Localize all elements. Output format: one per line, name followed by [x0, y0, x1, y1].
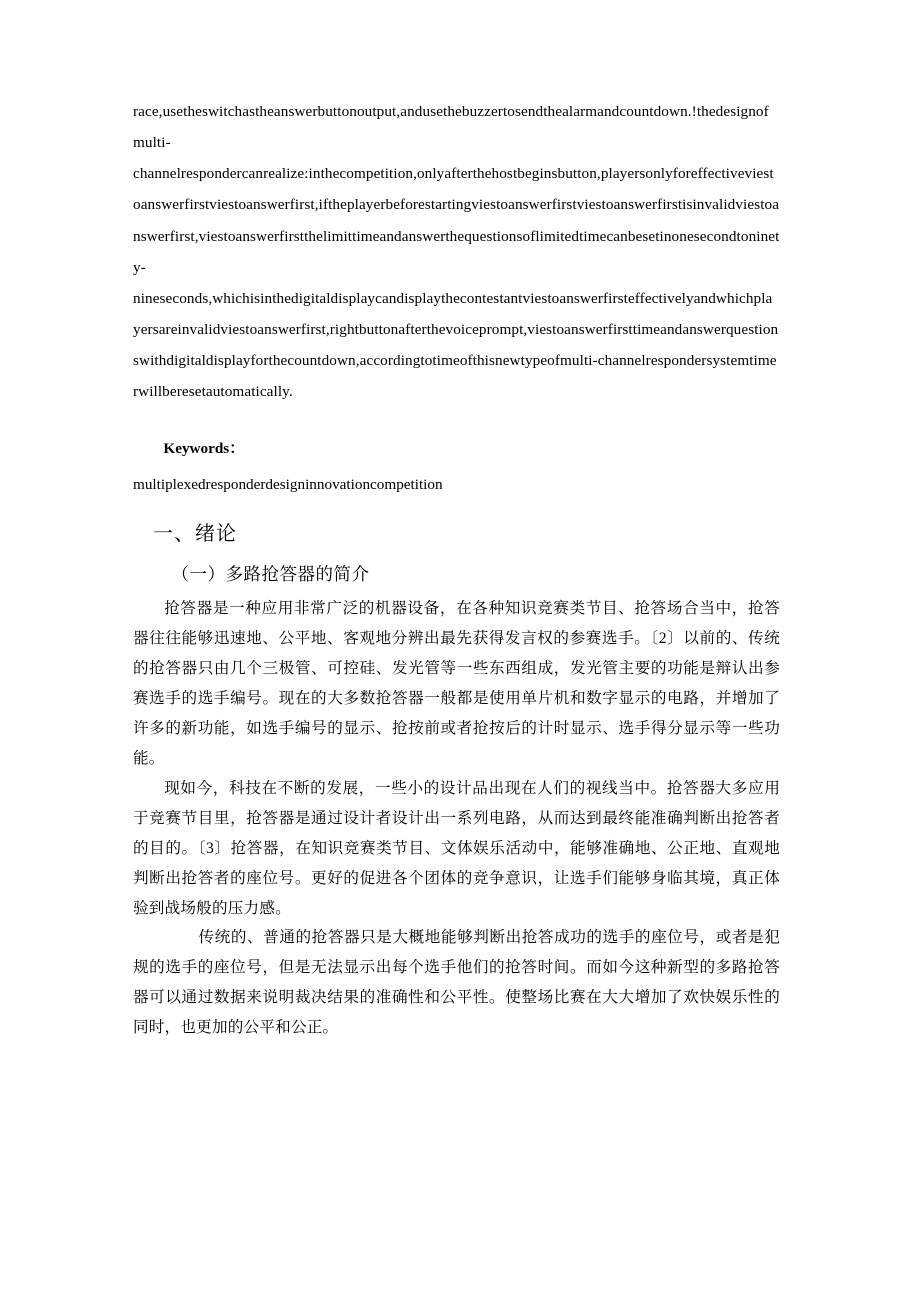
subsection-heading: （一）多路抢答器的简介: [171, 564, 370, 585]
keywords-value: multiplexedresponderdesigninnovationcompetition: [133, 475, 443, 493]
section-heading: 一、绪论: [153, 523, 237, 546]
body-text-block: [133, 594, 780, 1043]
abstract-paragraph: nineseconds,whichisinthedigitaldisplaycandisplaythecontestantviestoanswerfirsteffectivelyandwhichplayersareinvalidviestoanswerfirst,rightbuttonafterthevoiceprompt,viestoanswerfirsttimeandanswerquestionswithdigitaldisplayforthecountdown,accordingtotimeofthisnewtypeofmulti-channelrespondersystemtimerwillberesetautomatically.: [133, 289, 779, 401]
keywords-label: Keywords：: [163, 439, 245, 457]
abstract-paragraph: race,usetheswitchastheanswerbuttonoutput,andusethebuzzertosendthealarmandcountdown.!thedesignofmulti-: [133, 103, 769, 152]
body-paragraph: 现如今，科技在不断的发展，一些小的设计品出现在人们的视线当中。抢答器大多应用于竞赛节目里，抢答器是通过设计者设计出一系列电路，从而达到最终能准确判断出抢答者的目的。〔3〕抢答器，在知识竞赛类节目、文体娱乐活动中，能够准确地、公正地、直观地判断出抢答者的座位号。更好的促进各个团体的竞争意识，让选手们能够身临其境，真正体验到战场般的压力感。: [133, 779, 780, 917]
abstract-paragraph: channelrespondercanrealize:inthecompetition,onlyafterthehostbeginsbutton,playersonlyforeffectiveviestoanswerfirstviestoanswerfirst,iftheplayerbeforestartingviestoanswerfirstviestoanswerfirstisinvalidviestoanswerfirst,viestoanswerfirstthelimittimeandanswerthequestionsoflimitedtimecanbesetinonesecondtoninety-: [133, 165, 780, 276]
abstract-text-block: [133, 96, 780, 408]
body-paragraph: 传统的、普通的抢答器只是大概地能够判断出抢答成功的选手的座位号，或者是犯规的选手的座位号，但是无法显示出每个选手他们的抢答时间。而如今这种新型的多路抢答器可以通过数据来说明裁决结果的准确性和公平性。使整场比赛在大大增加了欢快娱乐性的同时，也更加的公平和公正。: [133, 929, 780, 1037]
body-paragraph: 抢答器是一种应用非常广泛的机器设备，在各种知识竞赛类节目、抢答场合当中，抢答器往往能够迅速地、公平地、客观地分辨出最先获得发言权的参赛选手。〔2〕以前的、传统的抢答器只由几个三极管、可控硅、发光管等一些东西组成，发光管主要的功能是辩认出参赛选手的选手编号。现在的大多数抢答器一般都是使用单片机和数字显示的电路，并增加了许多的新功能，如选手编号的显示、抢按前或者抢按后的计时显示、选手得分显示等一些功能。: [133, 600, 780, 767]
